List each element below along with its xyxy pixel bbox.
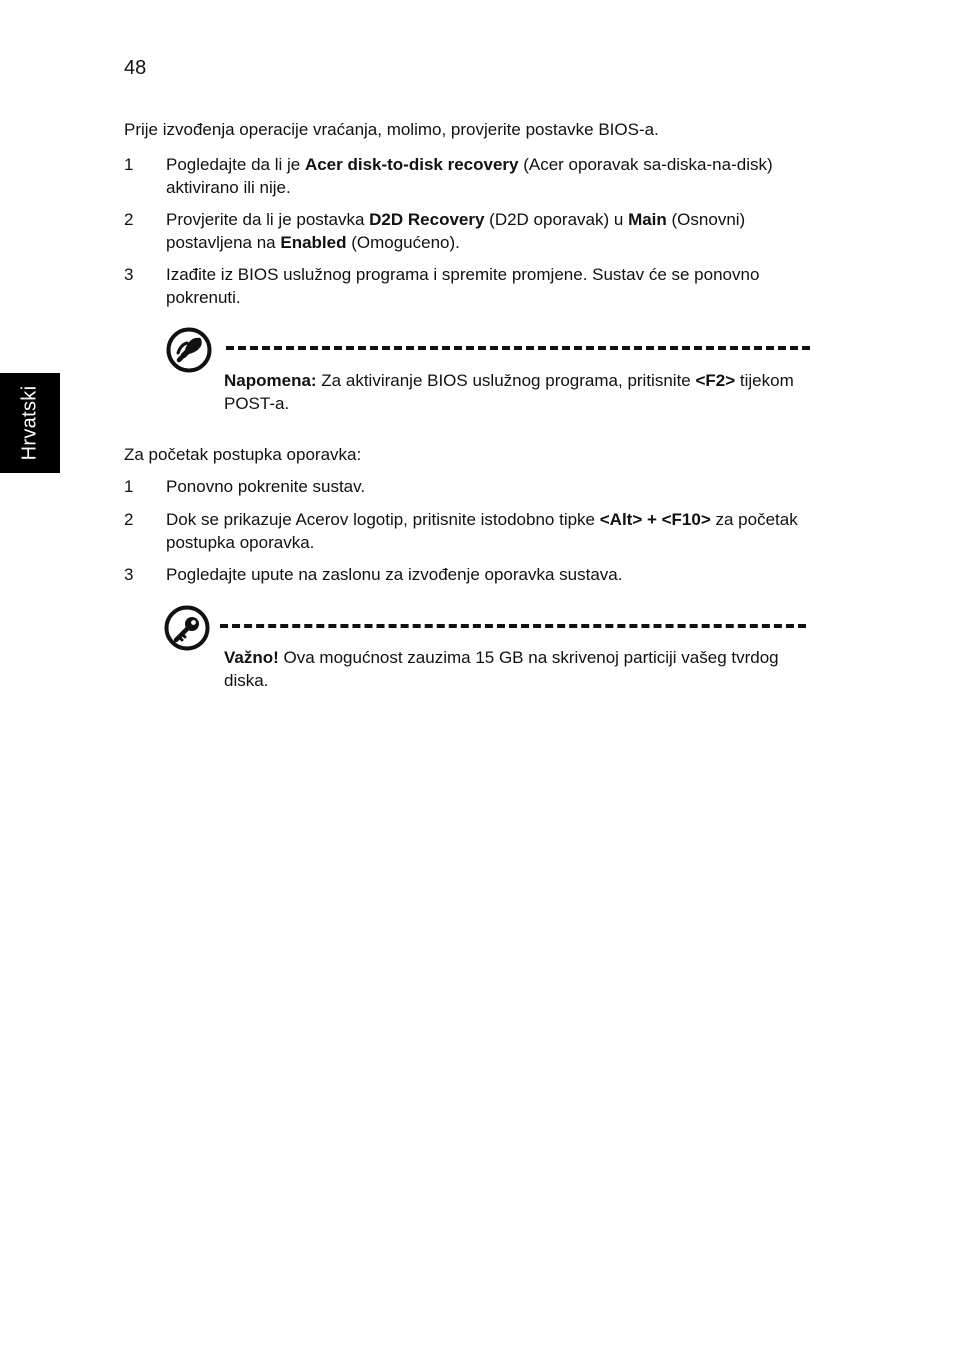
side-tab-label: Hrvatski (18, 385, 41, 461)
bios-intro-text: Prije izvođenja operacije vraćanja, molimo, provjerite postavke BIOS-a. (124, 120, 659, 139)
recovery-intro-text: Za početak postupka oporavka: (124, 445, 362, 464)
bold-term: D2D Recovery (369, 210, 485, 229)
key-combo: <Alt> + <F10> (599, 510, 711, 529)
important-key-icon (164, 605, 210, 651)
bold-term: Main (628, 210, 667, 229)
important-divider (220, 624, 806, 628)
language-side-tab (0, 373, 60, 473)
page-number: 48 (124, 57, 147, 79)
step-number: 3 (124, 265, 134, 284)
important-text: Važno! Ova mogućnost zauzima 15 GB na skrivenoj particiji vašeg tvrdog diska. (224, 648, 779, 690)
step-number: 1 (124, 155, 134, 174)
note-label: Napomena: (224, 371, 317, 390)
step-text: Provjerite da li je postavka D2D Recovery (D2D oporavak) u Main (Osnovni) postavljena na Enabled (Omogućeno). (166, 210, 746, 252)
step-text: Pogledajte upute na zaslonu za izvođenje oporavka sustava. (166, 565, 623, 584)
note-divider (226, 346, 810, 350)
step-number: 3 (124, 565, 134, 584)
bold-term: Acer disk-to-disk recovery (304, 155, 519, 174)
step-text: Ponovno pokrenite sustav. (166, 477, 366, 496)
bold-term: Enabled (280, 233, 347, 252)
note-text: Napomena: Za aktiviranje BIOS uslužnog programa, pritisnite <F2> tijekom POST-a. (224, 371, 794, 413)
key-name: <F2> (695, 371, 736, 390)
important-label: Važno! (224, 648, 279, 667)
step-number: 1 (124, 477, 134, 496)
step-text: Pogledajte da li je Acer disk-to-disk recovery (Acer oporavak sa-diska-na-disk) aktivirano ili nije. (166, 155, 773, 197)
note-pen-icon (166, 327, 212, 373)
step-text: Izađite iz BIOS uslužnog programa i spremite promjene. Sustav će se ponovno pokrenuti. (166, 265, 760, 307)
step-text: Dok se prikazuje Acerov logotip, pritisnite istodobno tipke <Alt> + <F10> za početak postupka oporavka. (166, 510, 798, 552)
step-number: 2 (124, 510, 134, 529)
step-number: 2 (124, 210, 134, 229)
